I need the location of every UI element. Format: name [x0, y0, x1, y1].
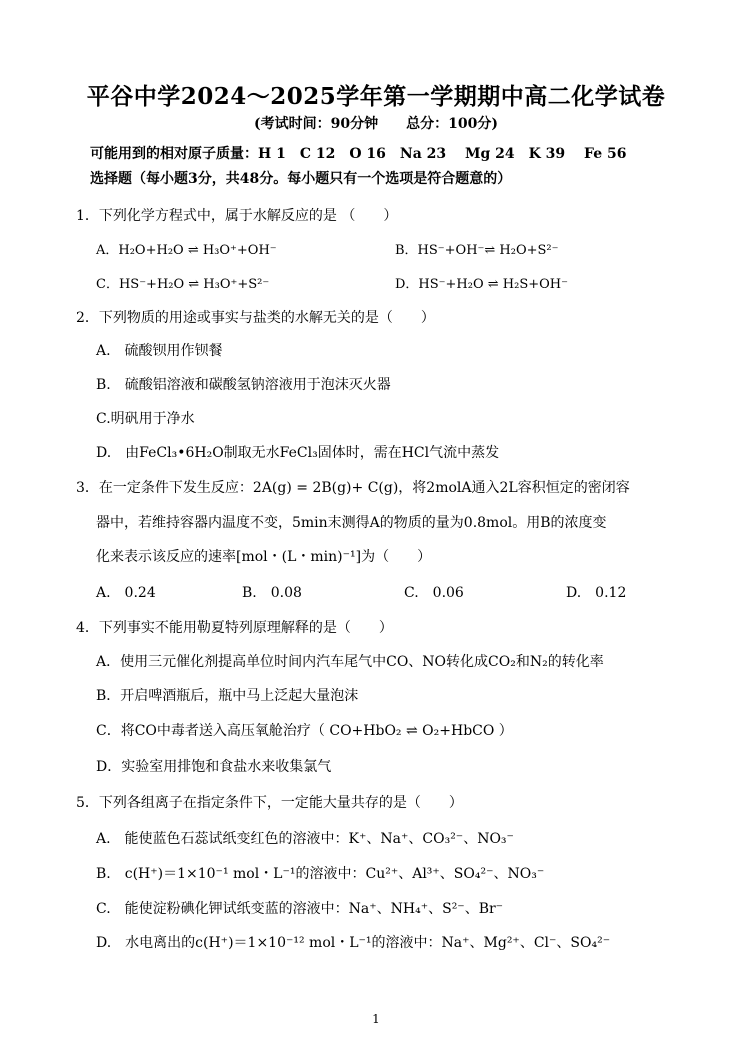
question-2-option-a: A. 硫酸钡用作钡餐 — [96, 343, 223, 359]
question-5-option-c: C. 能使淀粉碘化钾试纸变蓝的溶液中：Na⁺、NH₄⁺、S²⁻、Br⁻ — [96, 901, 504, 917]
question-1-option-b: B．HS⁻+OH⁻⇌ H₂O+S²⁻ — [395, 243, 559, 258]
question-3-option-c: C. 0.06 — [404, 585, 464, 601]
question-1-option-c: C．HS⁻+H₂O ⇌ H₃O⁺+S²⁻ — [96, 277, 270, 292]
exam-subtitle: (考试时间：90分钟 总分：100分) — [254, 116, 498, 132]
question-3-stem-line-3: 化来表示该反应的速率[mol・(L・min)⁻¹]为（ ） — [96, 549, 432, 565]
question-5-stem: 5．下列各组离子在指定条件下，一定能大量共存的是（ ） — [76, 795, 463, 811]
question-5-option-b: B. c(H⁺)＝1×10⁻¹ mol・L⁻¹的溶液中：Cu²⁺、Al³⁺、SO₄²⁻、NO₃⁻ — [96, 866, 545, 882]
question-2-option-b: B. 硫酸铝溶液和碳酸氢钠溶液用于泡沫灭火器 — [96, 377, 391, 393]
question-3-stem-line-2: 器中，若维持容器内温度不变，5min末测得A的物质的量为0.8mol。用B的浓度变 — [96, 515, 607, 531]
question-4-option-a: A．使用三元催化剂提高单位时间内汽车尾气中CO、NO转化成CO₂和N₂的转化率 — [96, 654, 604, 670]
question-1-stem: 1．下列化学方程式中，属于水解反应的是 （ ） — [76, 208, 398, 224]
question-3-option-a: A. 0.24 — [96, 585, 156, 601]
atomic-mass-line: 可能用到的相对原子质量：H 1 C 12 O 16 Na 23 Mg 24 K 39 Fe 56 — [90, 146, 627, 162]
page-number: 1 — [372, 1012, 380, 1026]
question-3-option-b: B. 0.08 — [242, 585, 302, 601]
question-4-option-c: C．将CO中毒者送入高压氧舱治疗（ CO+HbO₂ ⇌ O₂+HbCO ） — [96, 723, 513, 739]
question-2-option-d: D. 由FeCl₃•6H₂O制取无水FeCl₃固体时，需在HCl气流中蒸发 — [96, 445, 500, 461]
question-4-option-d: D．实验室用排饱和食盐水来收集氯气 — [96, 759, 332, 775]
question-4-option-b: B．开启啤酒瓶后，瓶中马上泛起大量泡沫 — [96, 688, 359, 704]
question-3-stem-line-1: 3．在一定条件下发生反应：2A(g) = 2B(g)+ C(g)，将2molA通入2L容积恒定的密闭容 — [76, 480, 630, 496]
question-4-stem: 4．下列事实不能用勒夏特列原理解释的是（ ） — [76, 620, 393, 636]
question-2-stem: 2．下列物质的用途或事实与盐类的水解无关的是（ ） — [76, 310, 435, 326]
exam-title: 平谷中学2024～2025学年第一学期期中高二化学试卷 — [86, 83, 666, 110]
question-5-option-d: D. 水电离出的c(H⁺)＝1×10⁻¹² mol・L⁻¹的溶液中：Na⁺、Mg²⁺、Cl⁻、SO₄²⁻ — [96, 935, 611, 951]
question-3-option-d: D. 0.12 — [566, 585, 627, 601]
section-heading: 选择题（每小题3分，共48分。每小题只有一个选项是符合题意的） — [90, 171, 512, 187]
question-1-option-a: A．H₂O+H₂O ⇌ H₃O⁺+OH⁻ — [96, 243, 277, 258]
question-5-option-a: A. 能使蓝色石蕊试纸变红色的溶液中：K⁺、Na⁺、CO₃²⁻、NO₃⁻ — [96, 831, 514, 847]
question-2-option-c: C.明矾用于净水 — [96, 411, 195, 427]
question-1-option-d: D．HS⁻+H₂O ⇌ H₂S+OH⁻ — [395, 277, 568, 292]
